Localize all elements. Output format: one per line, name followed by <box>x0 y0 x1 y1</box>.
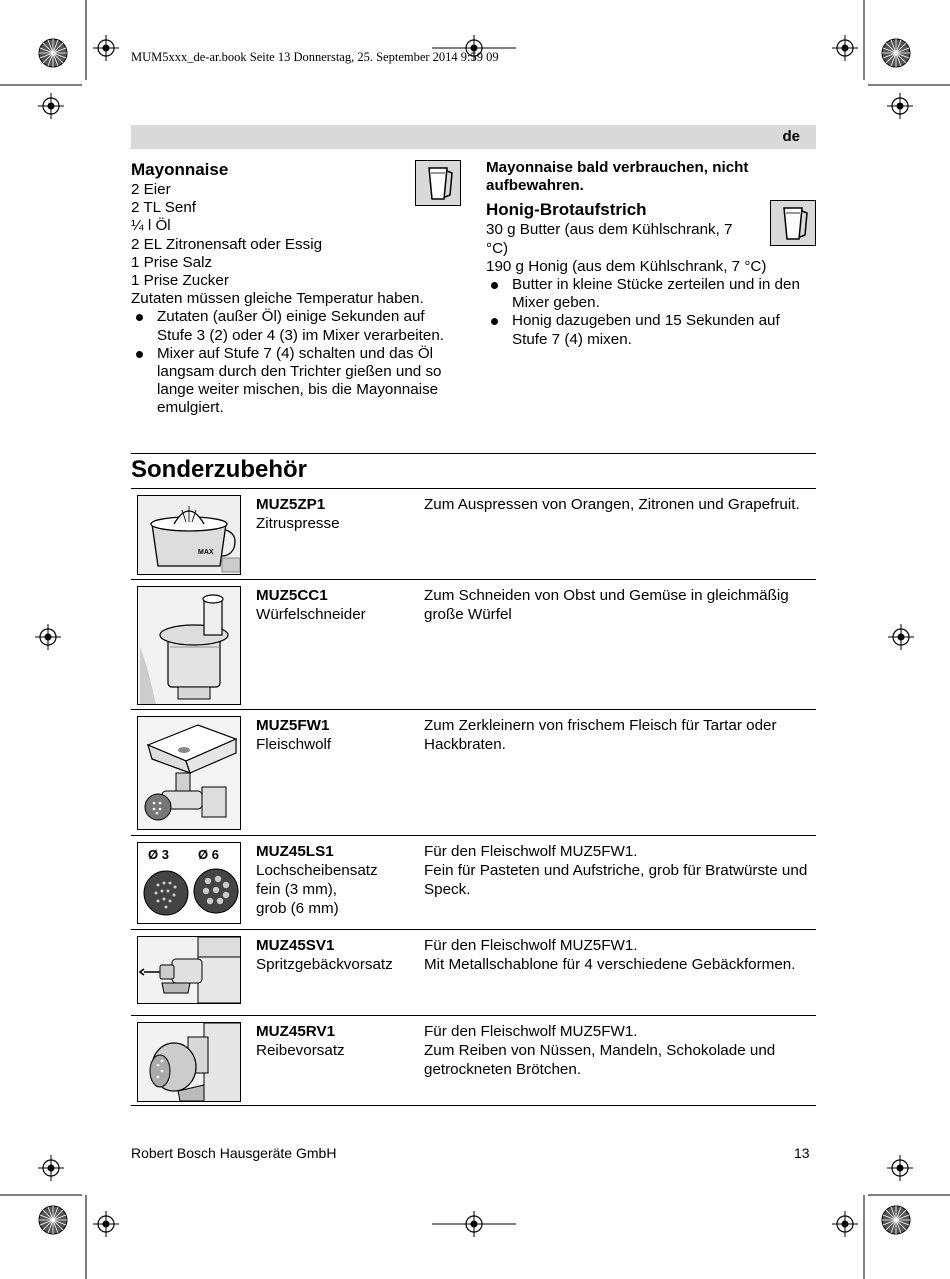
perforated-discs-image <box>137 842 241 924</box>
footer-company: Robert Bosch Hausgeräte GmbH <box>131 1145 337 1161</box>
disc-label-fine: Ø 3 <box>148 847 169 862</box>
section-divider <box>131 453 816 454</box>
accessory-code: MUZ5ZP1 <box>256 496 326 513</box>
honig-recipe <box>486 159 816 349</box>
accessory-description <box>424 1022 814 1079</box>
accessory-description-line: Für den Fleischwolf MUZ5FW1. <box>424 843 638 860</box>
accessory-description-line: Zum Reiben von Nüssen, Mandeln, Schokolade und getrockneten Brötchen. <box>424 1042 776 1078</box>
recipe-step: Honig dazugeben und 15 Sekunden auf Stufe 7 (4) mixen. <box>486 312 816 348</box>
accessory-code: MUZ5FW1 <box>256 717 330 734</box>
accessory-name: Würfelschneider <box>256 606 366 623</box>
registration-star-icon <box>39 39 67 67</box>
accessory-name: Fleischwolf <box>256 736 332 753</box>
page-number: 13 <box>794 1145 810 1161</box>
registration-crosshair-icon <box>887 93 913 119</box>
accessory-code: MUZ45LS1 <box>256 843 334 860</box>
dicer-image <box>137 586 241 705</box>
accessory-description: Zum Auspressen von Orangen, Zitronen und Grapefruit. <box>424 496 800 513</box>
accessory-row <box>131 580 816 710</box>
recipe-title: Honig-Brotaufstrich <box>486 200 647 220</box>
recipe-steps <box>486 276 816 349</box>
registration-crosshair-icon <box>93 35 119 61</box>
recipe-note: Zutaten müssen gleiche Temperatur haben. <box>131 290 424 308</box>
accessory-code: MUZ5CC1 <box>256 587 328 604</box>
accessory-row <box>131 1016 816 1106</box>
ingredient: ¼ l Öl <box>131 217 171 235</box>
accessory-code: MUZ45SV1 <box>256 937 335 954</box>
registration-star-icon <box>882 39 910 67</box>
ingredient: 1 Prise Zucker <box>131 272 229 290</box>
storage-warning: Mayonnaise bald verbrauchen, nicht aufbewahren. <box>486 159 749 195</box>
mayonnaise-recipe <box>131 159 461 418</box>
ingredient: 190 g Honig (aus dem Kühlschrank, 7 °C) <box>486 257 767 275</box>
recipe-title: Mayonnaise <box>131 160 229 179</box>
registration-star-icon <box>39 1206 67 1234</box>
accessory-row <box>131 930 816 1016</box>
accessory-row <box>131 710 816 836</box>
section-title: Sonderzubehör <box>131 456 308 483</box>
ingredient: 2 Eier <box>131 181 171 198</box>
meat-grinder-image <box>137 716 241 830</box>
print-header: MUM5xxx_de-ar.book Seite 13 Donnerstag, 25. September 2014 9:59 09 <box>131 50 499 64</box>
recipe-step: Mixer auf Stufe 7 (4) schalten und das Öl langsam durch den Trichter gießen und so lange weiter mischen, bis die Mayonnaise emulgiert. <box>131 345 461 418</box>
accessory-description-line: Für den Fleischwolf MUZ5FW1. <box>424 1023 638 1040</box>
registration-crosshair-icon <box>832 1211 858 1237</box>
recipe-steps <box>131 308 461 417</box>
recipe-step: Zutaten (außer Öl) einige Sekunden auf Stufe 3 (2) oder 4 (3) im Mixer verarbeiten. <box>131 308 461 344</box>
registration-crosshair-icon <box>35 624 61 650</box>
max-label: MAX <box>198 549 214 556</box>
language-tag: de <box>782 128 800 145</box>
recipe-step: Butter in kleine Stücke zerteilen und in den Mixer geben. <box>486 276 816 312</box>
cookie-press-image <box>137 936 241 1004</box>
accessory-name-detail: fein (3 mm), <box>256 881 338 898</box>
registration-crosshair-icon <box>38 1155 64 1181</box>
accessory-row <box>131 488 816 580</box>
accessory-description <box>424 936 814 974</box>
citrus-press-image <box>137 495 241 575</box>
accessory-description-line: Fein für Pasteten und Aufstriche, grob für Bratwürste und Speck. <box>424 862 808 898</box>
accessory-name-detail: grob (6 mm) <box>256 900 339 917</box>
ingredient: 30 g Butter (aus dem Kühlschrank, 7 °C) <box>486 221 733 257</box>
registration-crosshair-icon <box>93 1211 119 1237</box>
language-bar <box>131 125 816 149</box>
accessory-description <box>424 842 814 899</box>
grater-image <box>137 1022 241 1102</box>
accessory-name: Lochscheibensatz <box>256 862 378 879</box>
accessory-description-line: Für den Fleischwolf MUZ5FW1. <box>424 937 638 954</box>
accessory-description: Zum Schneiden von Obst und Gemüse in gleichmäßig große Würfel <box>424 587 789 623</box>
registration-crosshair-icon <box>887 1155 913 1181</box>
accessory-name: Zitruspresse <box>256 515 340 532</box>
registration-crosshair-icon <box>888 624 914 650</box>
accessory-name: Spritzgebäckvorsatz <box>256 956 393 973</box>
accessory-code: MUZ45RV1 <box>256 1023 336 1040</box>
registration-crosshair-icon <box>38 93 64 119</box>
accessory-row <box>131 836 816 930</box>
accessory-description: Zum Zerkleinern von frischem Fleisch für Tartar oder Hackbraten. <box>424 717 777 753</box>
ingredient: 1 Prise Salz <box>131 253 213 271</box>
accessory-name: Reibevorsatz <box>256 1042 345 1059</box>
accessory-description-line: Mit Metallschablone für 4 verschiedene Gebäckformen. <box>424 956 796 973</box>
ingredient: 2 EL Zitronensaft oder Essig <box>131 235 323 253</box>
registration-crosshair-icon <box>832 35 858 61</box>
registration-star-icon <box>882 1206 910 1234</box>
ingredient: 2 TL Senf <box>131 199 197 217</box>
disc-label-coarse: Ø 6 <box>198 847 219 862</box>
